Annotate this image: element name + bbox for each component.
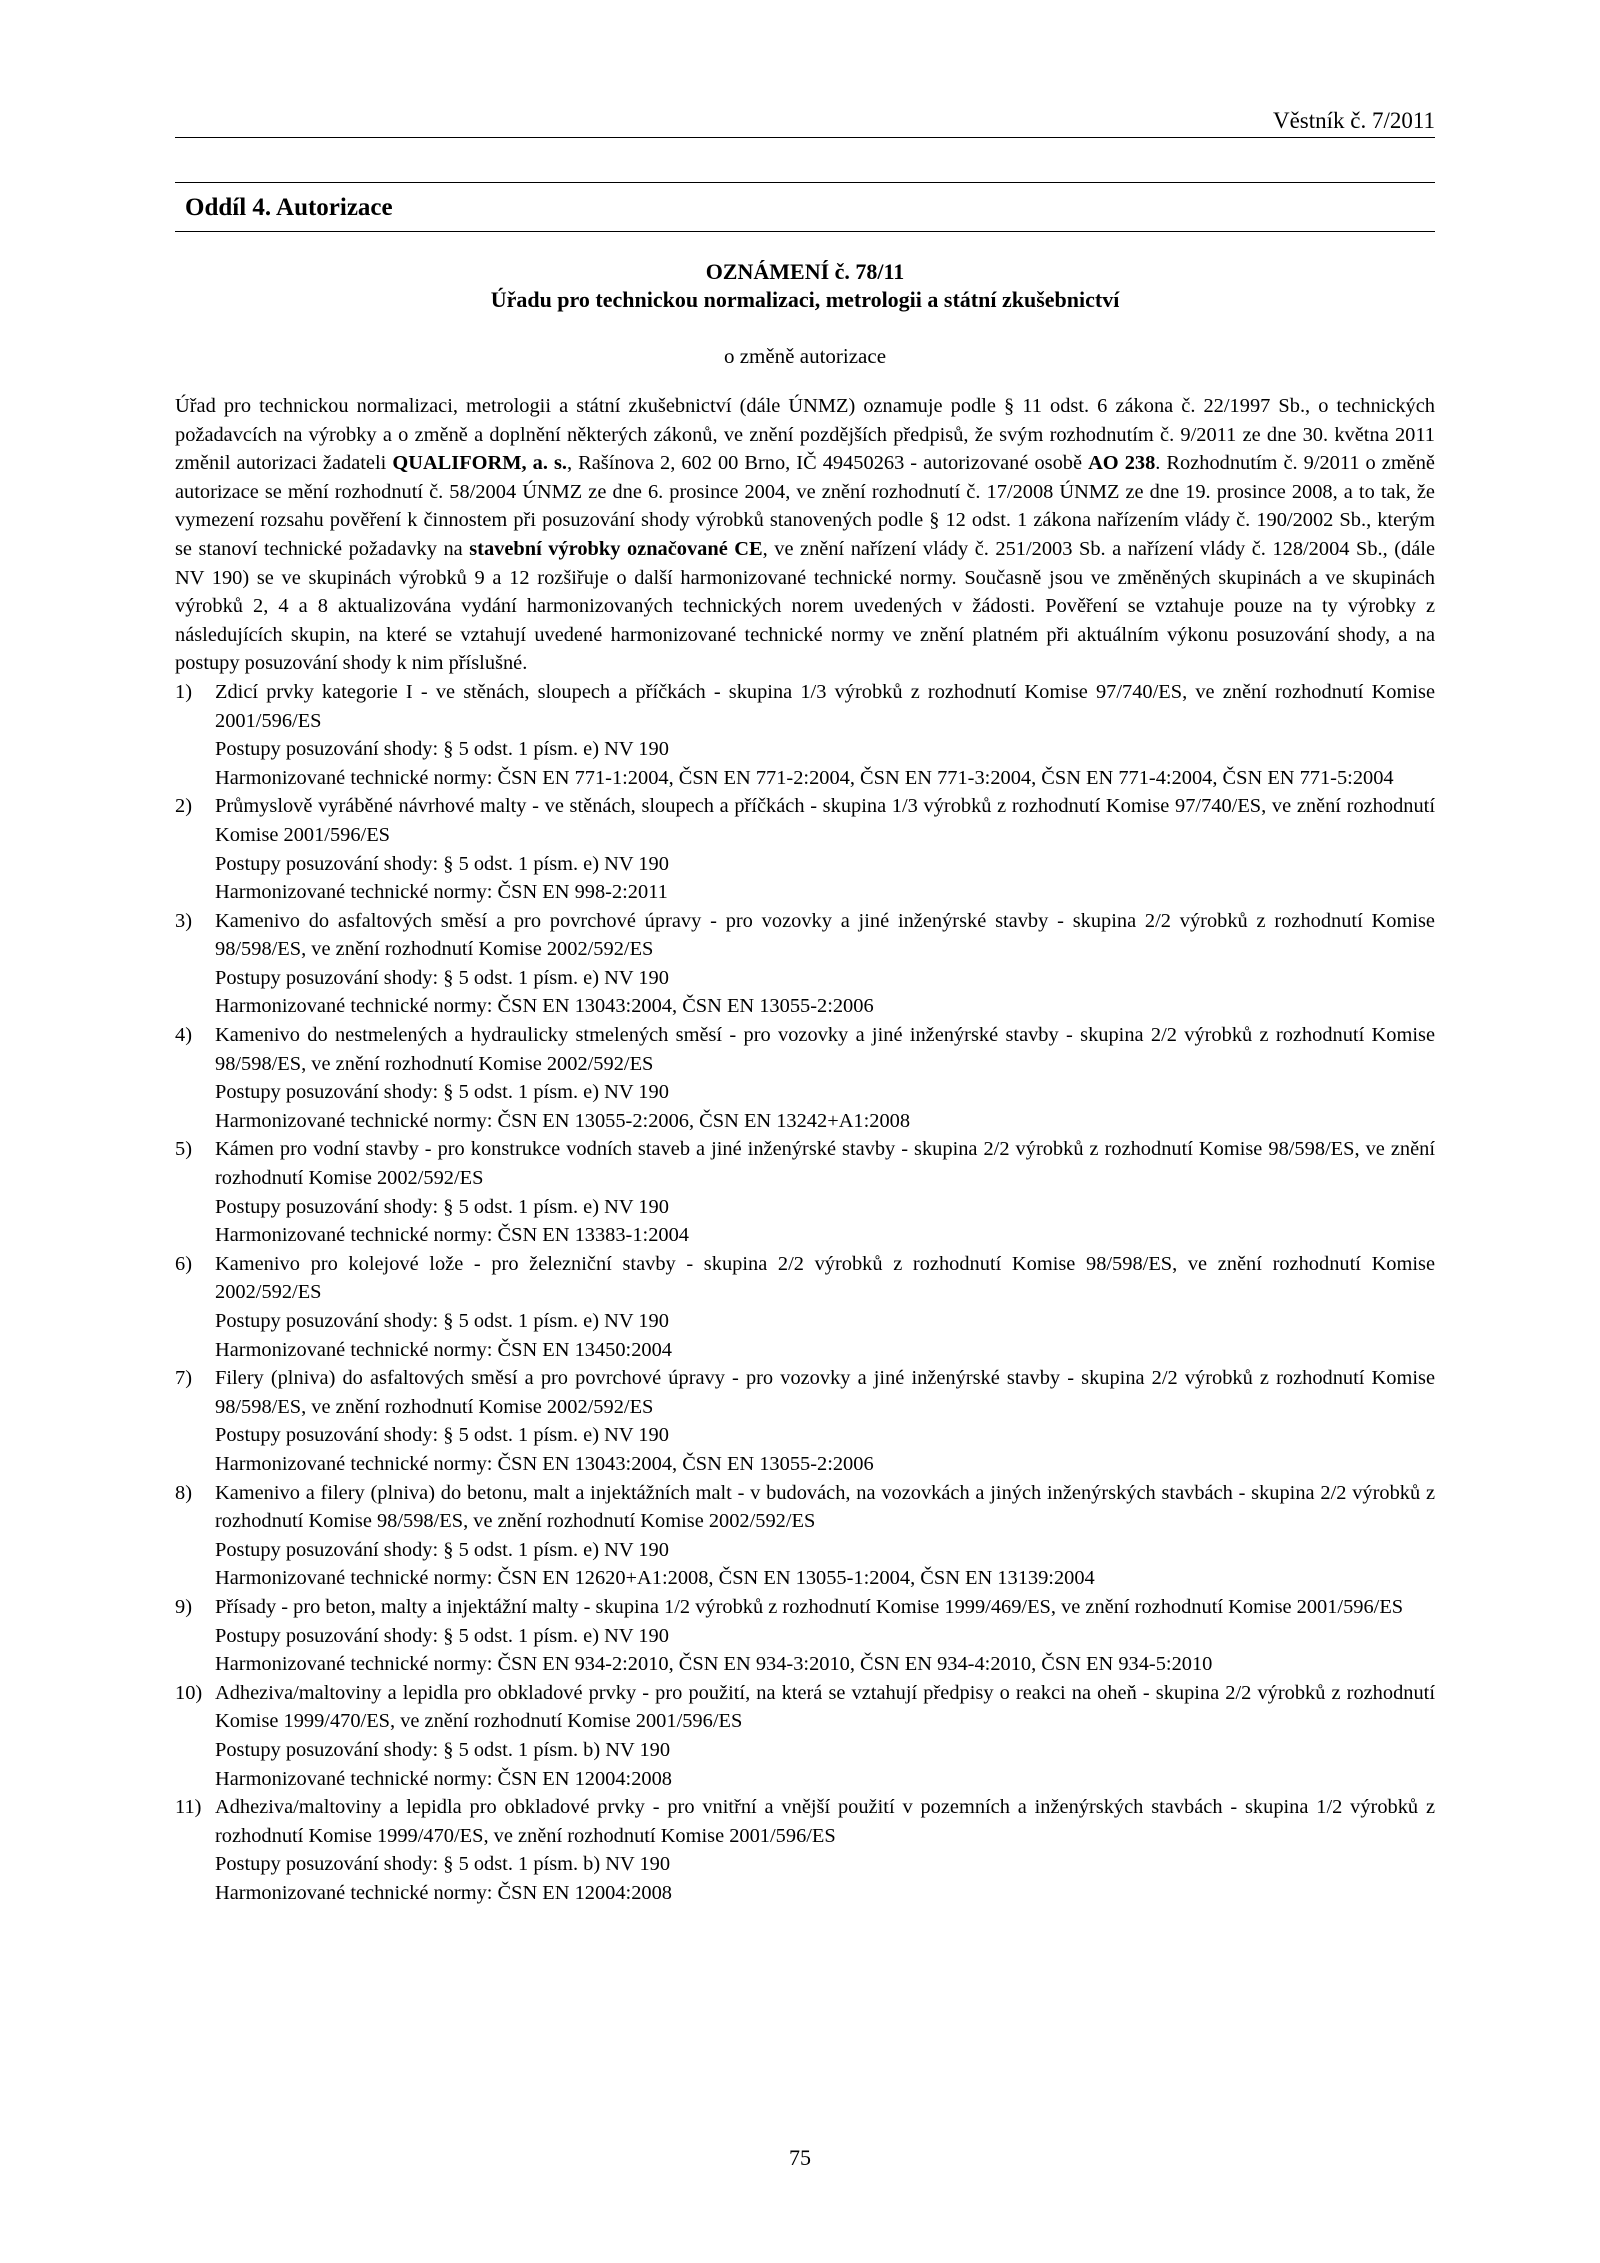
item-standards: Harmonizované technické normy: ČSN EN 13043:2004, ČSN EN 13055-2:2006 bbox=[215, 1452, 874, 1475]
item-number: 3) bbox=[175, 909, 192, 932]
company-name: QUALIFORM, a. s. bbox=[392, 452, 567, 475]
list-item bbox=[175, 1250, 1435, 1364]
item-procedure: Postupy posuzování shody: § 5 odst. 1 písm. e) NV 190 bbox=[215, 966, 669, 989]
item-number: 11) bbox=[175, 1796, 202, 1819]
item-standards: Harmonizované technické normy: ČSN EN 998-2:2011 bbox=[215, 881, 668, 904]
item-standards: Harmonizované technické normy: ČSN EN 13055-2:2006, ČSN EN 13242+A1:2008 bbox=[215, 1109, 911, 1132]
item-procedure: Postupy posuzování shody: § 5 odst. 1 písm. e) NV 190 bbox=[215, 1081, 669, 1104]
item-description: Kamenivo a filery (plniva) do betonu, malt a injektážních malt - v budovách, na vozovkách a jiných inženýrských stavbách - skupina 2/2 výrobků z rozhodnutí Komise 98/598/ES, ve znění rozhodnutí Komise 2002/592/ES bbox=[215, 1481, 1435, 1533]
list-item bbox=[175, 792, 1435, 906]
item-description: Kamenivo do asfaltových směsí a pro povrchové úpravy - pro vozovky a jiné inženýrské stavby - skupina 2/2 výrobků z rozhodnutí Komise 98/598/ES, ve znění rozhodnutí Komise 2002/592/ES bbox=[215, 909, 1435, 961]
product-group-list bbox=[175, 678, 1435, 1908]
item-standards: Harmonizované technické normy: ČSN EN 771-1:2004, ČSN EN 771-2:2004, ČSN EN 771-3:2004, ČSN EN 771-4:2004, ČSN EN 771-5:2004 bbox=[215, 766, 1394, 789]
item-number: 7) bbox=[175, 1367, 192, 1390]
item-number: 5) bbox=[175, 1138, 192, 1161]
document-page bbox=[175, 105, 1435, 1907]
header-rule bbox=[175, 137, 1435, 138]
item-standards: Harmonizované technické normy: ČSN EN 13043:2004, ČSN EN 13055-2:2006 bbox=[215, 995, 874, 1018]
intro-text-3: . Rozhodnutím č. 9/2011 o změně autorizace se mění rozhodnutí č. 58/2004 ÚNMZ ze dne 6. prosince 2004, ve znění rozhodnutí č. 17/2008 ÚNMZ ze dne 19. prosince 2008, a to tak, že vymezení rozsahu pověření k činnostem při posuzování shody výrobků stanovených podle § 12 odst. 1 zákona nařízením vlády č. 190/2002 Sb., kterým se stanoví technické požadavky na bbox=[175, 452, 1435, 560]
item-standards: Harmonizované technické normy: ČSN EN 12004:2008 bbox=[215, 1881, 672, 1904]
item-description: Průmyslově vyráběné návrhové malty - ve stěnách, sloupech a příčkách - skupina 1/3 výrobků z rozhodnutí Komise 97/740/ES, ve znění rozhodnutí Komise 2001/596/ES bbox=[215, 795, 1435, 846]
item-description: Kámen pro vodní stavby - pro konstrukce vodních staveb a jiné inženýrské stavby - skupina 2/2 výrobků z rozhodnutí Komise 98/598/ES, ve znění rozhodnutí Komise 2002/592/ES bbox=[215, 1138, 1435, 1190]
notice-title: OZNÁMENÍ č. 78/11 bbox=[705, 259, 905, 284]
notice-issuer: Úřadu pro technickou normalizaci, metrologii a státní zkušebnictví bbox=[490, 287, 1120, 312]
item-description: Filery (plniva) do asfaltových směsí a pro povrchové úpravy - pro vozovky a jiné inženýrské stavby - skupina 2/2 výrobků z rozhodnutí Komise 98/598/ES, ve znění rozhodnutí Komise 2002/592/ES bbox=[215, 1367, 1435, 1418]
notice-subject: o změně autorizace bbox=[723, 344, 887, 368]
item-procedure: Postupy posuzování shody: § 5 odst. 1 písm. b) NV 190 bbox=[215, 1738, 671, 1761]
item-procedure: Postupy posuzování shody: § 5 odst. 1 písm. e) NV 190 bbox=[215, 852, 669, 875]
page-number: 75 bbox=[789, 2145, 811, 2170]
item-number: 1) bbox=[175, 680, 192, 703]
list-item bbox=[175, 1793, 1435, 1907]
section-bottom-rule bbox=[175, 231, 1435, 232]
item-number: 10) bbox=[175, 1681, 203, 1704]
list-item bbox=[175, 907, 1435, 1021]
intro-text-2: , Rašínova 2, 602 00 Brno, IČ 49450263 - autorizované osobě bbox=[566, 452, 1089, 475]
item-procedure: Postupy posuzování shody: § 5 odst. 1 písm. e) NV 190 bbox=[215, 1310, 669, 1332]
item-standards: Harmonizované technické normy: ČSN EN 13383-1:2004 bbox=[215, 1224, 689, 1247]
intro-text-1: Úřad pro technickou normalizaci, metrologii a státní zkušebnictví (dále ÚNMZ) oznamuje podle § 11 odst. 6 zákona č. 22/1997 Sb., o technických požadavcích na výrobky a o změně a doplnění některých zákonů, ve znění pozdějších předpisů, že svým rozhodnutím č. 9/2011 ze dne 30. května 2011 změnil autorizaci žadateli bbox=[175, 395, 1435, 475]
intro-text-4: , ve znění nařízení vlády č. 251/2003 Sb. a nařízení vlády č. 128/2004 Sb., (dále NV 190) se ve skupinách výrobků 9 a 12 rozšiřuje o další harmonizované technické normy. Současně jsou ve změněných skupinách a ve skupinách výrobků 2, 4 a 8 aktualizována vydání harmonizovaných technických norem uvedených v žádosti. Pověření se vztahuje pouze na ty výrobky z následujících skupin, na které se vztahují uvedené harmonizované technické normy ve znění platném při aktuálním výkonu posuzování shody, a na postupy posuzování shody k nim příslušné. bbox=[175, 537, 1436, 675]
item-number: 2) bbox=[175, 795, 192, 818]
item-procedure: Postupy posuzování shody: § 5 odst. 1 písm. e) NV 190 bbox=[215, 1624, 669, 1647]
item-description: Přísady - pro beton, malty a injektážní malty - skupina 1/2 výrobků z rozhodnutí Komise 1999/469/ES, ve znění rozhodnutí Komise 2001/596/ES bbox=[215, 1595, 1404, 1618]
item-description: Kamenivo do nestmelených a hydraulicky stmelených směsí - pro vozovky a jiné inženýrské stavby - skupina 2/2 výrobků z rozhodnutí Komise 98/598/ES, ve znění rozhodnutí Komise 2002/592/ES bbox=[215, 1024, 1435, 1075]
list-item bbox=[175, 1364, 1435, 1478]
item-description: Adheziva/maltoviny a lepidla pro obkladové prvky - pro vnitřní a vnější použití v pozemních a inženýrských stavbách - skupina 1/2 výrobků z rozhodnutí Komise 1999/470/ES, ve znění rozhodnutí Komise 2001/596/ES bbox=[215, 1796, 1435, 1847]
item-number: 9) bbox=[175, 1595, 192, 1618]
item-description: Kamenivo pro kolejové lože - pro železniční stavby - skupina 2/2 výrobků z rozhodnutí Komise 98/598/ES, ve znění rozhodnutí Komise 2002/592/ES bbox=[215, 1252, 1435, 1304]
item-procedure: Postupy posuzování shody: § 5 odst. 1 písm. e) NV 190 bbox=[215, 1424, 669, 1447]
intro-paragraph bbox=[175, 392, 1435, 678]
notice-body bbox=[175, 392, 1435, 1907]
section-heading: Oddíl 4. Autorizace bbox=[185, 194, 393, 221]
list-item bbox=[175, 1679, 1435, 1793]
list-item bbox=[175, 678, 1435, 792]
item-procedure: Postupy posuzování shody: § 5 odst. 1 písm. e) NV 190 bbox=[215, 1538, 669, 1561]
list-item bbox=[175, 1593, 1435, 1679]
item-procedure: Postupy posuzování shody: § 5 odst. 1 písm. e) NV 190 bbox=[215, 1195, 669, 1218]
item-standards: Harmonizované technické normy: ČSN EN 13450:2004 bbox=[215, 1338, 672, 1361]
item-standards: Harmonizované technické normy: ČSN EN 934-2:2010, ČSN EN 934-3:2010, ČSN EN 934-4:2010, ČSN EN 934-5:2010 bbox=[215, 1653, 1213, 1676]
item-standards: Harmonizované technické normy: ČSN EN 12620+A1:2008, ČSN EN 13055-1:2004, ČSN EN 13139:2004 bbox=[215, 1567, 1095, 1590]
ce-products: stavební výrobky označované CE bbox=[469, 537, 763, 560]
list-item bbox=[175, 1135, 1435, 1249]
item-procedure: Postupy posuzování shody: § 5 odst. 1 písm. b) NV 190 bbox=[215, 1853, 671, 1876]
item-standards: Harmonizované technické normy: ČSN EN 12004:2008 bbox=[215, 1767, 672, 1790]
running-head: Věstník č. 7/2011 bbox=[1272, 108, 1435, 133]
item-number: 8) bbox=[175, 1481, 192, 1504]
item-description: Adheziva/maltoviny a lepidla pro obkladové prvky - pro použití, na která se vztahují předpisy o reakci na oheň - skupina 2/2 výrobků z rozhodnutí Komise 1999/470/ES, ve znění rozhodnutí Komise 2001/596/ES bbox=[215, 1681, 1435, 1733]
item-procedure: Postupy posuzování shody: § 5 odst. 1 písm. e) NV 190 bbox=[215, 738, 669, 761]
authorized-body-number: AO 238 bbox=[1088, 452, 1156, 475]
list-item bbox=[175, 1021, 1435, 1135]
item-description: Zdicí prvky kategorie I - ve stěnách, sloupech a příčkách - skupina 1/3 výrobků z rozhodnutí Komise 97/740/ES, ve znění rozhodnutí Komise 2001/596/ES bbox=[215, 680, 1435, 732]
item-number: 6) bbox=[175, 1252, 192, 1275]
item-number: 4) bbox=[175, 1024, 192, 1047]
list-item bbox=[175, 1479, 1435, 1593]
